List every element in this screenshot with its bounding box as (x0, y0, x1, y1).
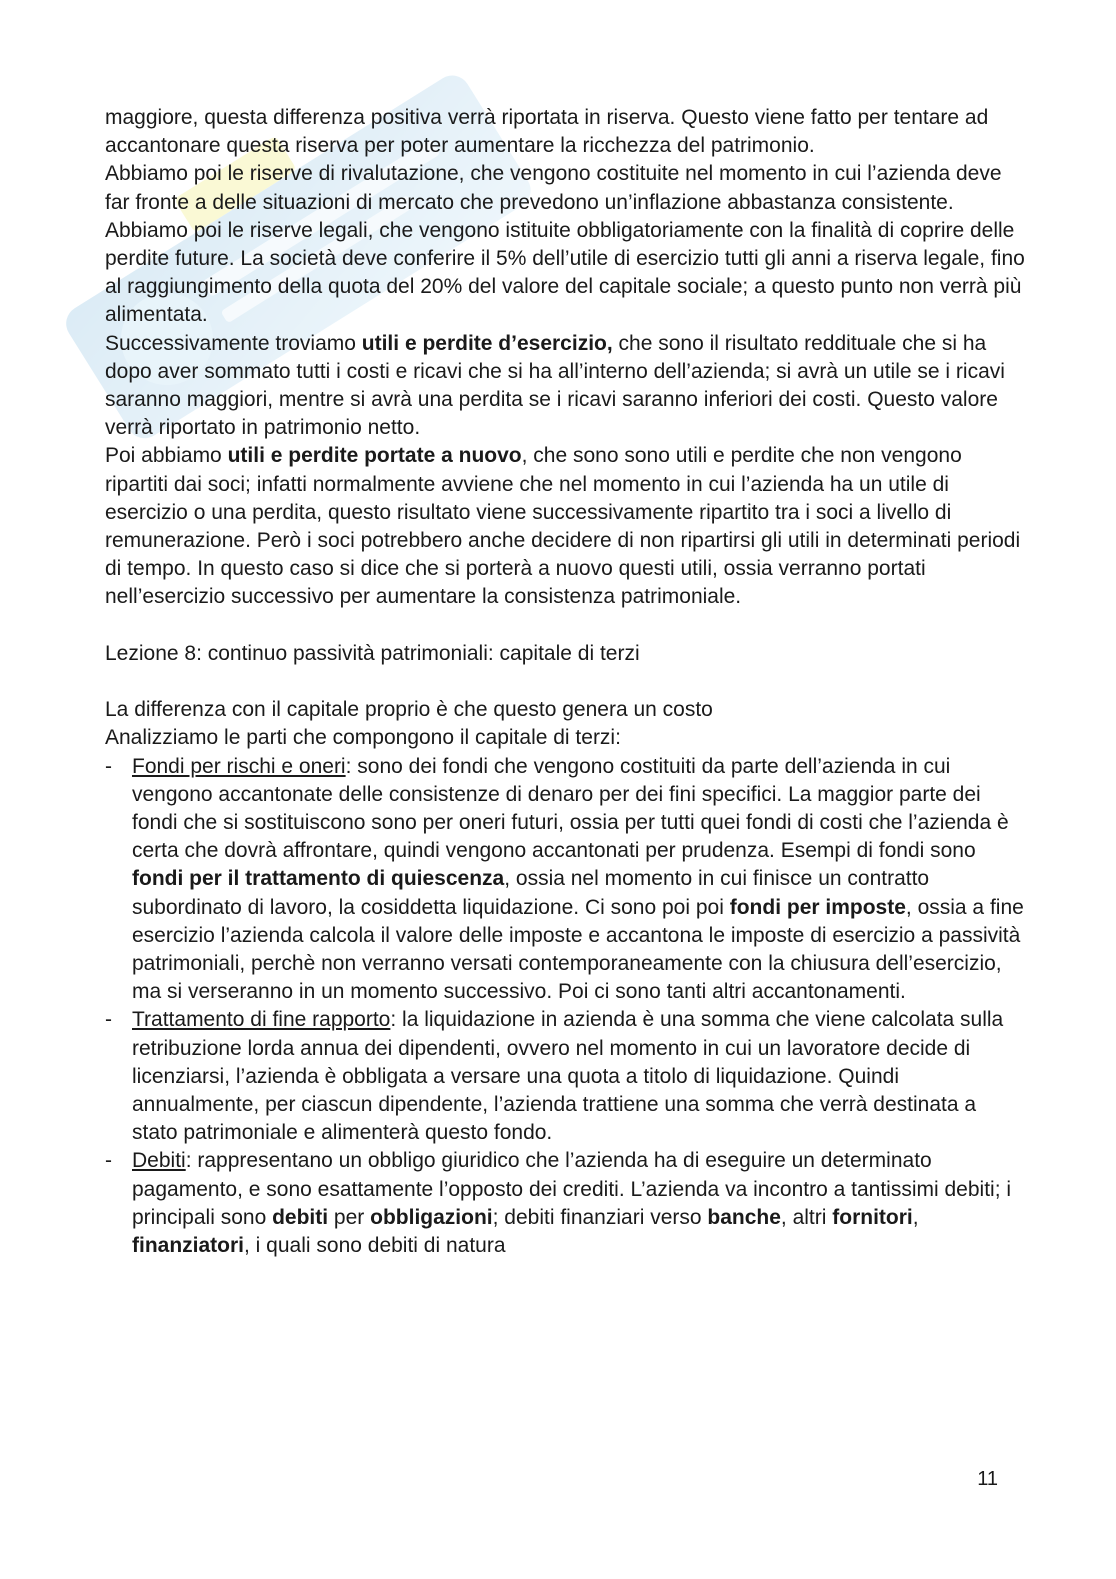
list-item-title: Fondi per rischi e oneri (132, 754, 346, 778)
intro-line: La differenza con il capitale proprio è che questo genera un costo (105, 698, 713, 722)
intro-line: Analizziamo le parti che compongono il capitale di terzi: (105, 726, 621, 750)
list-dash: - (105, 1149, 112, 1173)
paragraph-riserve-rivalutazione: Abbiamo poi le riserve di rivalutazione, che vengono costituite nel momento in cui l’azienda deve far fronte a delle situazioni di mercato che prevedono un’inflazione abbastanza consistente. (105, 162, 1002, 214)
bold-term: fornitori (832, 1205, 913, 1229)
list-item-title: Debiti (132, 1149, 186, 1173)
paragraph-utili-portati-a-nuovo: Poi abbiamo utili e perdite portate a nuovo, che sono sono utili e perdite che non vengono ripartiti dai soci; infatti normalmente avviene che nel momento in cui l’azienda ha un utile di esercizio o una perdita, questo risultato viene successivamente ripartito tra i soci a livello di remunerazione. Però i soci potrebbero anche decidere di non ripartirsi gli utili in determinati periodi di tempo. In questo caso si dice che si porterà a nuovo questi utili, ossia verranno portati nell’esercizio successivo per aumentare la consistenza patrimoniale. (105, 444, 1021, 609)
bold-term: fondi per imposte (729, 895, 906, 919)
bold-term: obbligazioni (370, 1205, 493, 1229)
list-dash: - (105, 1008, 112, 1032)
page-number: 11 (977, 1468, 998, 1490)
list-item-fondi-rischi-oneri: - Fondi per rischi e oneri: sono dei fondi che vengono costituiti da parte dell’azienda in cui vengono accantonate delle consistenze di denaro per dei fini specifici. La maggior parte dei fondi che si sostituiscono sono per oneri futuri, ossia per tutti quei fondi di costi che l’azienda è certa che dovrà affrontare, quindi vengono accantonati per prudenza. Esempi di fondi sono fondi per il trattamento di quiescenza, ossia nel momento in cui finisce un contratto subordinato di lavoro, la cosiddetta liquidazione. Ci sono poi poi fondi per imposte, ossia a fine esercizio l’azienda calcola il valore delle imposte e accantona le imposte di esercizio a passività patrimoniali, perchè non verranno versati contemporaneamente con la chiusura dell’esercizio, ma si verseranno in un momento successivo. Poi ci sono tanti altri accantonamenti. (105, 754, 1024, 1004)
bold-term: banche (707, 1205, 781, 1229)
paragraph-utili-perdite-esercizio: Successivamente troviamo utili e perdite d’esercizio, che sono il risultato reddituale che si ha dopo aver sommato tutti i costi e ricavi che si ha all’interno dell’azienda; si avrà un utile se i ricavi saranno maggiori, mentre si avrà una perdita se i ricavi saranno inferiori dei costi. Questo valore verrà riportato in patrimonio netto. (105, 331, 1005, 440)
bold-term: fondi per il trattamento di quiescenza (132, 867, 505, 891)
paragraph-riserve-legali: Abbiamo poi le riserve legali, che vengono istituite obbligatoriamente con la finalità di coprire delle perdite future. La società deve conferire il 5% dell’utile di esercizio tutti gli anni a riserva legale, fino al raggiungimento della quota del 20% del valore del capitale sociale; a questo punto non verrà più alimentata. (105, 218, 1025, 327)
bold-term: finanziatori (132, 1234, 245, 1258)
bold-term: utili e perdite portate a nuovo (227, 444, 522, 468)
list-dash: - (105, 754, 112, 778)
list-item-trattamento-fine-rapporto: - Trattamento di fine rapporto: la liquidazione in azienda è una somma che viene calcolata sulla retribuzione lorda annua dei dipendenti, ovvero nel momento in cui un lavoratore decide di licenziarsi, l’azienda è obbligata a versare una quota a titolo di liquidazione. Quindi annualmente, per ciascun dipendente, l’azienda trattiene una somma che verrà destinata a stato patrimoniale e alimenterà questo fondo. (105, 1008, 1004, 1145)
lesson-heading: Lezione 8: continuo passività patrimoniali: capitale di terzi (105, 641, 640, 665)
bold-term: utili e perdite d’esercizio, (361, 331, 613, 355)
list-item-title: Trattamento di fine rapporto (132, 1008, 391, 1032)
document-body (105, 104, 1025, 1260)
list-item-debiti: - Debiti: rappresentano un obbligo giuridico che l’azienda ha di eseguire un determinato pagamento, e sono esattamente l’opposto dei crediti. L’azienda va incontro a tantissimi debiti; i principali sono debiti per obbligazioni; debiti finanziari verso banche, altri fornitori, finanziatori, i quali sono debiti di natura (105, 1149, 1012, 1258)
bold-term: debiti (272, 1205, 329, 1229)
paragraph-riserva-positiva: maggiore, questa differenza positiva verrà riportata in riserva. Questo viene fatto per tentare ad accantonare questa riserva per poter aumentare la ricchezza del patrimonio. (105, 106, 989, 158)
